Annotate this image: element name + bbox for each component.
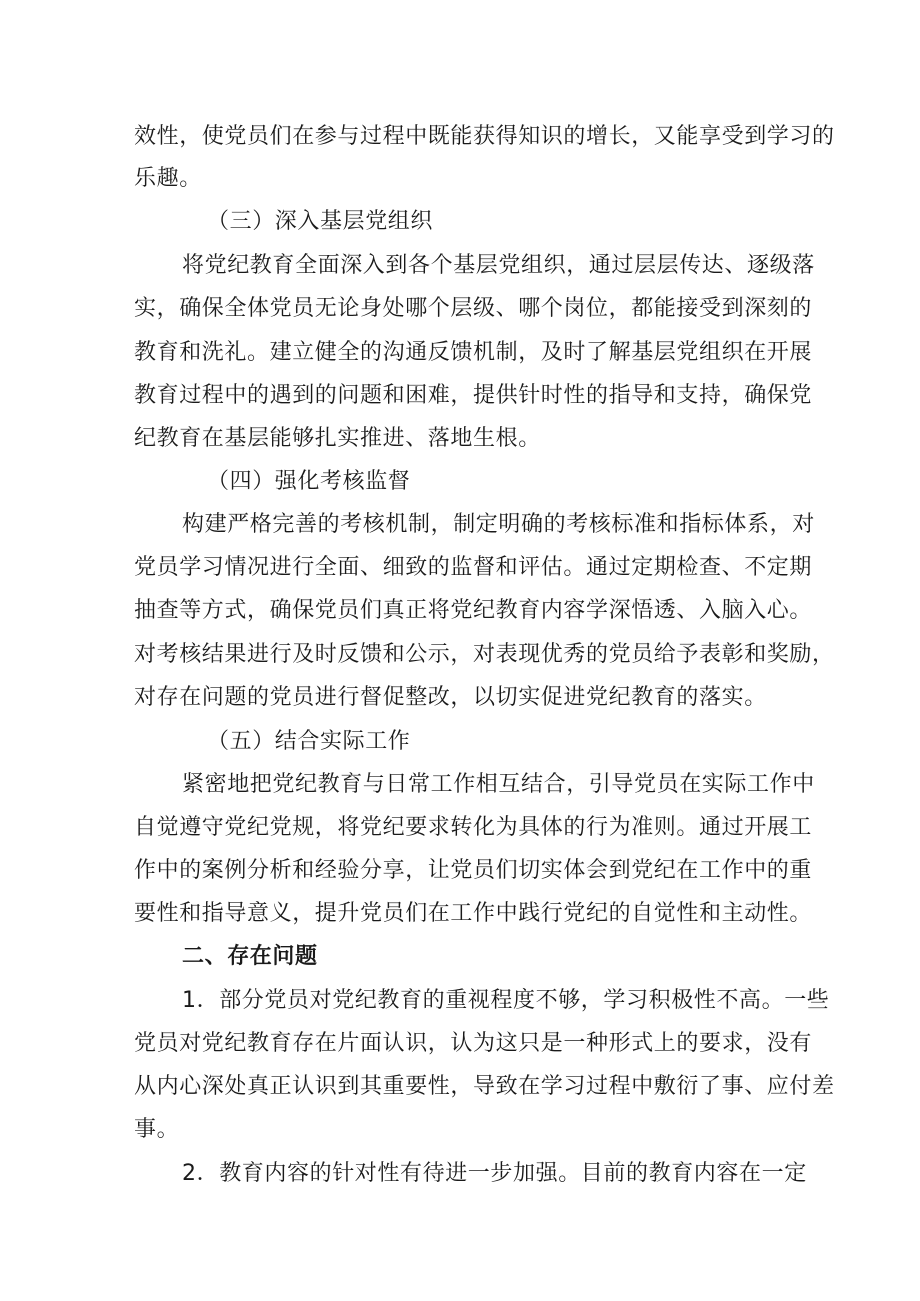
body-text-line: 对存在问题的党员进行督促整改，以切实促进党纪教育的落实。 xyxy=(134,685,767,710)
section-heading-3: （三）深入基层党组织 xyxy=(207,209,434,234)
section-heading-4: （四）强化考核监督 xyxy=(207,469,411,494)
list-item-2: 2．教育内容的针对性有待进一步加强。目前的教育内容在一定 xyxy=(182,1161,807,1186)
list-item-1: 1．部分党员对党纪教育的重视程度不够，学习积极性不高。一些 xyxy=(182,988,830,1013)
body-text-line: 实，确保全体党员无论身处哪个层级、哪个岗位，都能接受到深刻的 xyxy=(134,296,813,321)
body-text-line: 效性，使党员们在参与过程中既能获得知识的增长，又能享受到学习的 xyxy=(134,124,835,149)
body-text-line: 教育过程中的遇到的问题和困难，提供针时性的指导和支持，确保党 xyxy=(134,383,813,408)
body-text-line: 作中的案例分析和经验分享，让党员们切实体会到党纪在工作中的重 xyxy=(134,858,813,883)
body-text-line: 从内心深处真正认识到其重要性，导致在学习过程中敷衍了事、应付差 xyxy=(134,1074,835,1099)
body-text-line: 要性和指导意义，提升党员们在工作中践行党纪的自觉性和主动性。 xyxy=(134,901,813,926)
body-text-line: 抽查等方式，确保党员们真正将党纪教育内容学深悟透、入脑入心。 xyxy=(134,598,813,623)
body-text-line: 对考核结果进行及时反馈和公示，对表现优秀的党员给予表彰和奖励， xyxy=(134,642,835,667)
body-text-line: 将党纪教育全面深入到各个基层党组织，通过层层传达、逐级落 xyxy=(182,253,815,278)
body-text-line: 乐趣。 xyxy=(134,166,202,191)
section-heading-2: 二、存在问题 xyxy=(182,944,318,969)
section-heading-5: （五）结合实际工作 xyxy=(207,729,411,754)
body-text-line: 党员学习情况进行全面、细致的监督和评估。通过定期检查、不定期 xyxy=(134,555,813,580)
body-text-line: 事。 xyxy=(134,1117,180,1142)
body-text-line: 党员对党纪教育存在片面认识，认为这只是一种形式上的要求，没有 xyxy=(134,1031,813,1056)
body-text-line: 构建严格完善的考核机制，制定明确的考核标准和指标体系，对 xyxy=(182,512,815,537)
body-text-line: 自觉遵守党纪党规，将党纪要求转化为具体的行为准则。通过开展工 xyxy=(134,815,813,840)
body-text-line: 纪教育在基层能够扎实推进、落地生根。 xyxy=(134,426,541,451)
body-text-line: 紧密地把党纪教育与日常工作相互结合，引导党员在实际工作中 xyxy=(182,772,815,797)
body-text-line: 教育和洗礼。建立健全的沟通反馈机制，及时了解基层党组织在开展 xyxy=(134,340,813,365)
